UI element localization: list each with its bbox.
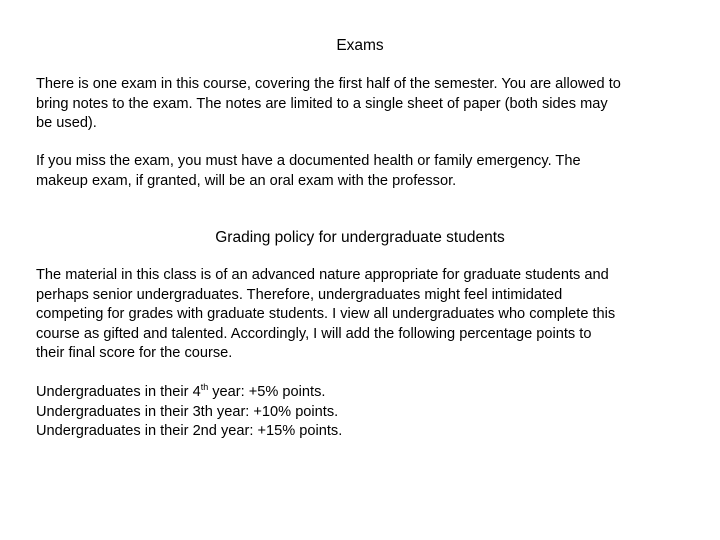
grading-heading: Grading policy for undergraduate students xyxy=(215,229,505,246)
bonus-list xyxy=(36,383,686,442)
text-line: be used). xyxy=(36,115,97,131)
bonus-year-4-prefix: Undergraduates in their 4 xyxy=(36,384,201,400)
text-line: There is one exam in this course, covering the first half of the semester. You are allowed to xyxy=(36,76,621,92)
text-line: bring notes to the exam. The notes are limited to a single sheet of paper (both sides may xyxy=(36,95,608,112)
exams-heading: Exams xyxy=(336,37,384,54)
bonus-year-2: Undergraduates in their 2nd year: +15% points. xyxy=(36,423,343,439)
exams-paragraph-1 xyxy=(36,75,686,134)
exams-paragraph-2 xyxy=(36,152,686,191)
bonus-year-4-suffix: year: +5% points. xyxy=(208,384,326,400)
bonus-year-4 xyxy=(36,383,686,403)
ordinal-suffix: th xyxy=(200,382,209,392)
text-line: competing for grades with graduate students. I view all undergraduates who complete this xyxy=(36,306,616,322)
text-line: makeup exam, if granted, will be an oral exam with the professor. xyxy=(36,172,457,189)
text-line: If you miss the exam, you must have a documented health or family emergency. The xyxy=(36,153,581,169)
bonus-year-3: Undergraduates in their 3th year: +10% points. xyxy=(36,403,339,420)
text-line: their final score for the course. xyxy=(36,345,233,361)
grading-paragraph xyxy=(36,266,686,364)
text-line: course as gifted and talented. Accordingly, I will add the following percentage points to xyxy=(36,325,592,342)
text-line: The material in this class is of an advanced nature appropriate for graduate students and xyxy=(36,267,609,283)
text-line: perhaps senior undergraduates. Therefore, undergraduates might feel intimidated xyxy=(36,286,563,303)
